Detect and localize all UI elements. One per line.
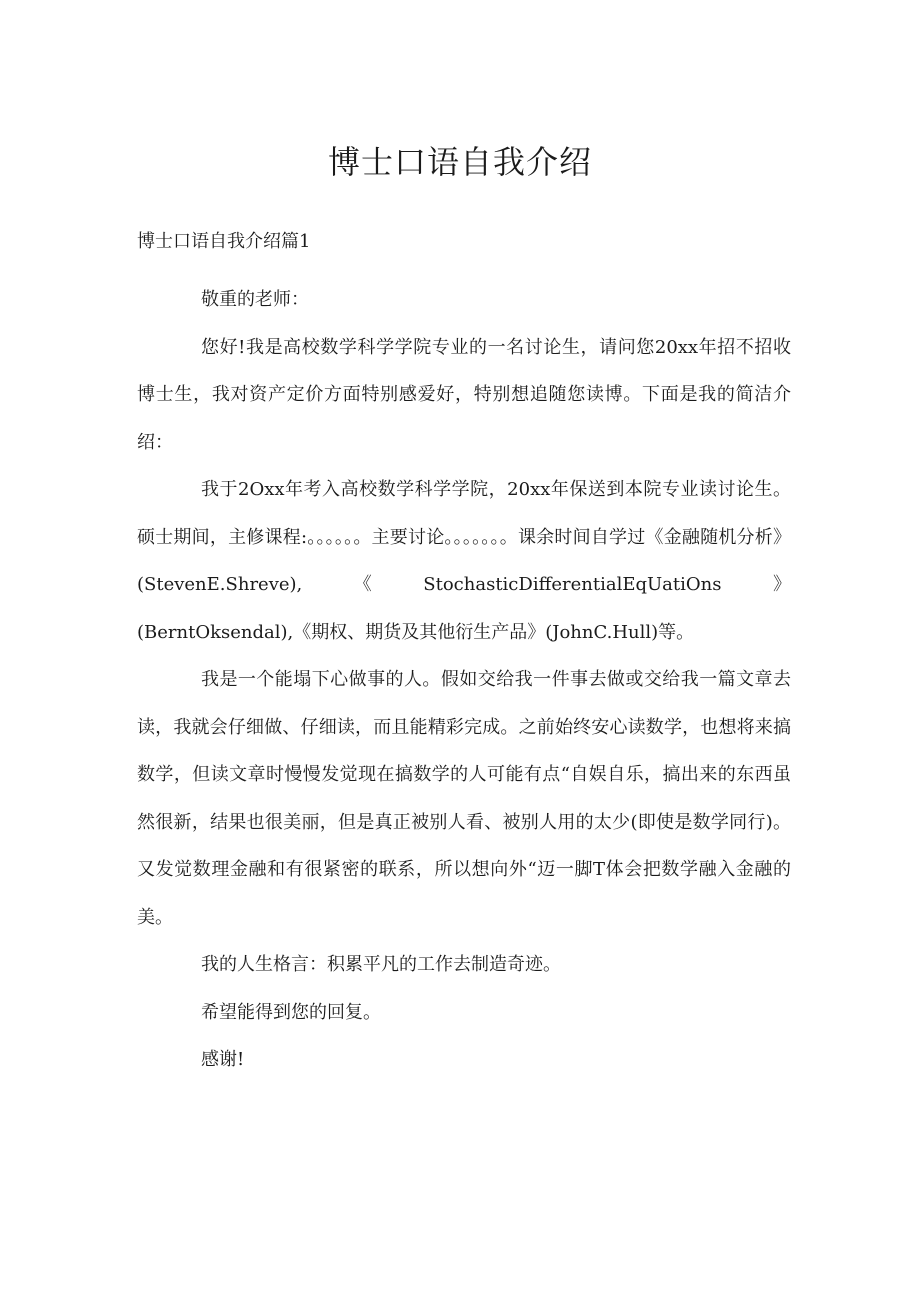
letter-body — [137, 276, 791, 1084]
paragraph-character: 我是一个能塌下心做事的人。假如交给我一件事去做或交给我一篇文章去读，我就会仔细做、仔细读，而且能精彩完成。之前始终安心读数学，也想将来搞数学，但读文章时慢慢发觉现在搞数学的人可能有点“自娱自乐，搞出来的东西虽然很新，结果也很美丽，但是真正被别人看、被别人用的太少(即使是数学同行)。又发觉数理金融和有很紧密的联系，所以想向外“迈一脚T体会把数学融入金融的美。 — [137, 669, 791, 928]
paragraph-education: 我于2Oxx年考入高校数学科学学院，20xx年保送到本院专业读讨论生。硕士期间，主修课程:。。。。。。主要讨论。。。。。。。课余时间自学过《金融随机分析》(StevenE.Shreve),《StochasticDifferentialEqUatiOns》(BerntOksendal),《期权、期货及其他衍生产品》(JohnC.Hull)等。 — [137, 479, 791, 643]
section-heading: 博士口语自我介绍篇1 — [137, 231, 311, 252]
salutation: 敬重的老师： — [201, 289, 309, 310]
document-title: 博士口语自我介绍 — [327, 143, 592, 181]
paragraph-greeting: 您好!我是高校数学科学学院专业的一名讨论生，请问您20xx年招不招收博士生，我对资产定价方面特别感爱好，特别想追随您读博。下面是我的简洁介绍： — [137, 336, 791, 453]
closing: 感谢! — [201, 1049, 245, 1070]
paragraph-hope: 希望能得到您的回复。 — [201, 1001, 381, 1023]
paragraph-motto: 我的人生格言：积累平凡的工作去制造奇迹。 — [201, 954, 561, 975]
